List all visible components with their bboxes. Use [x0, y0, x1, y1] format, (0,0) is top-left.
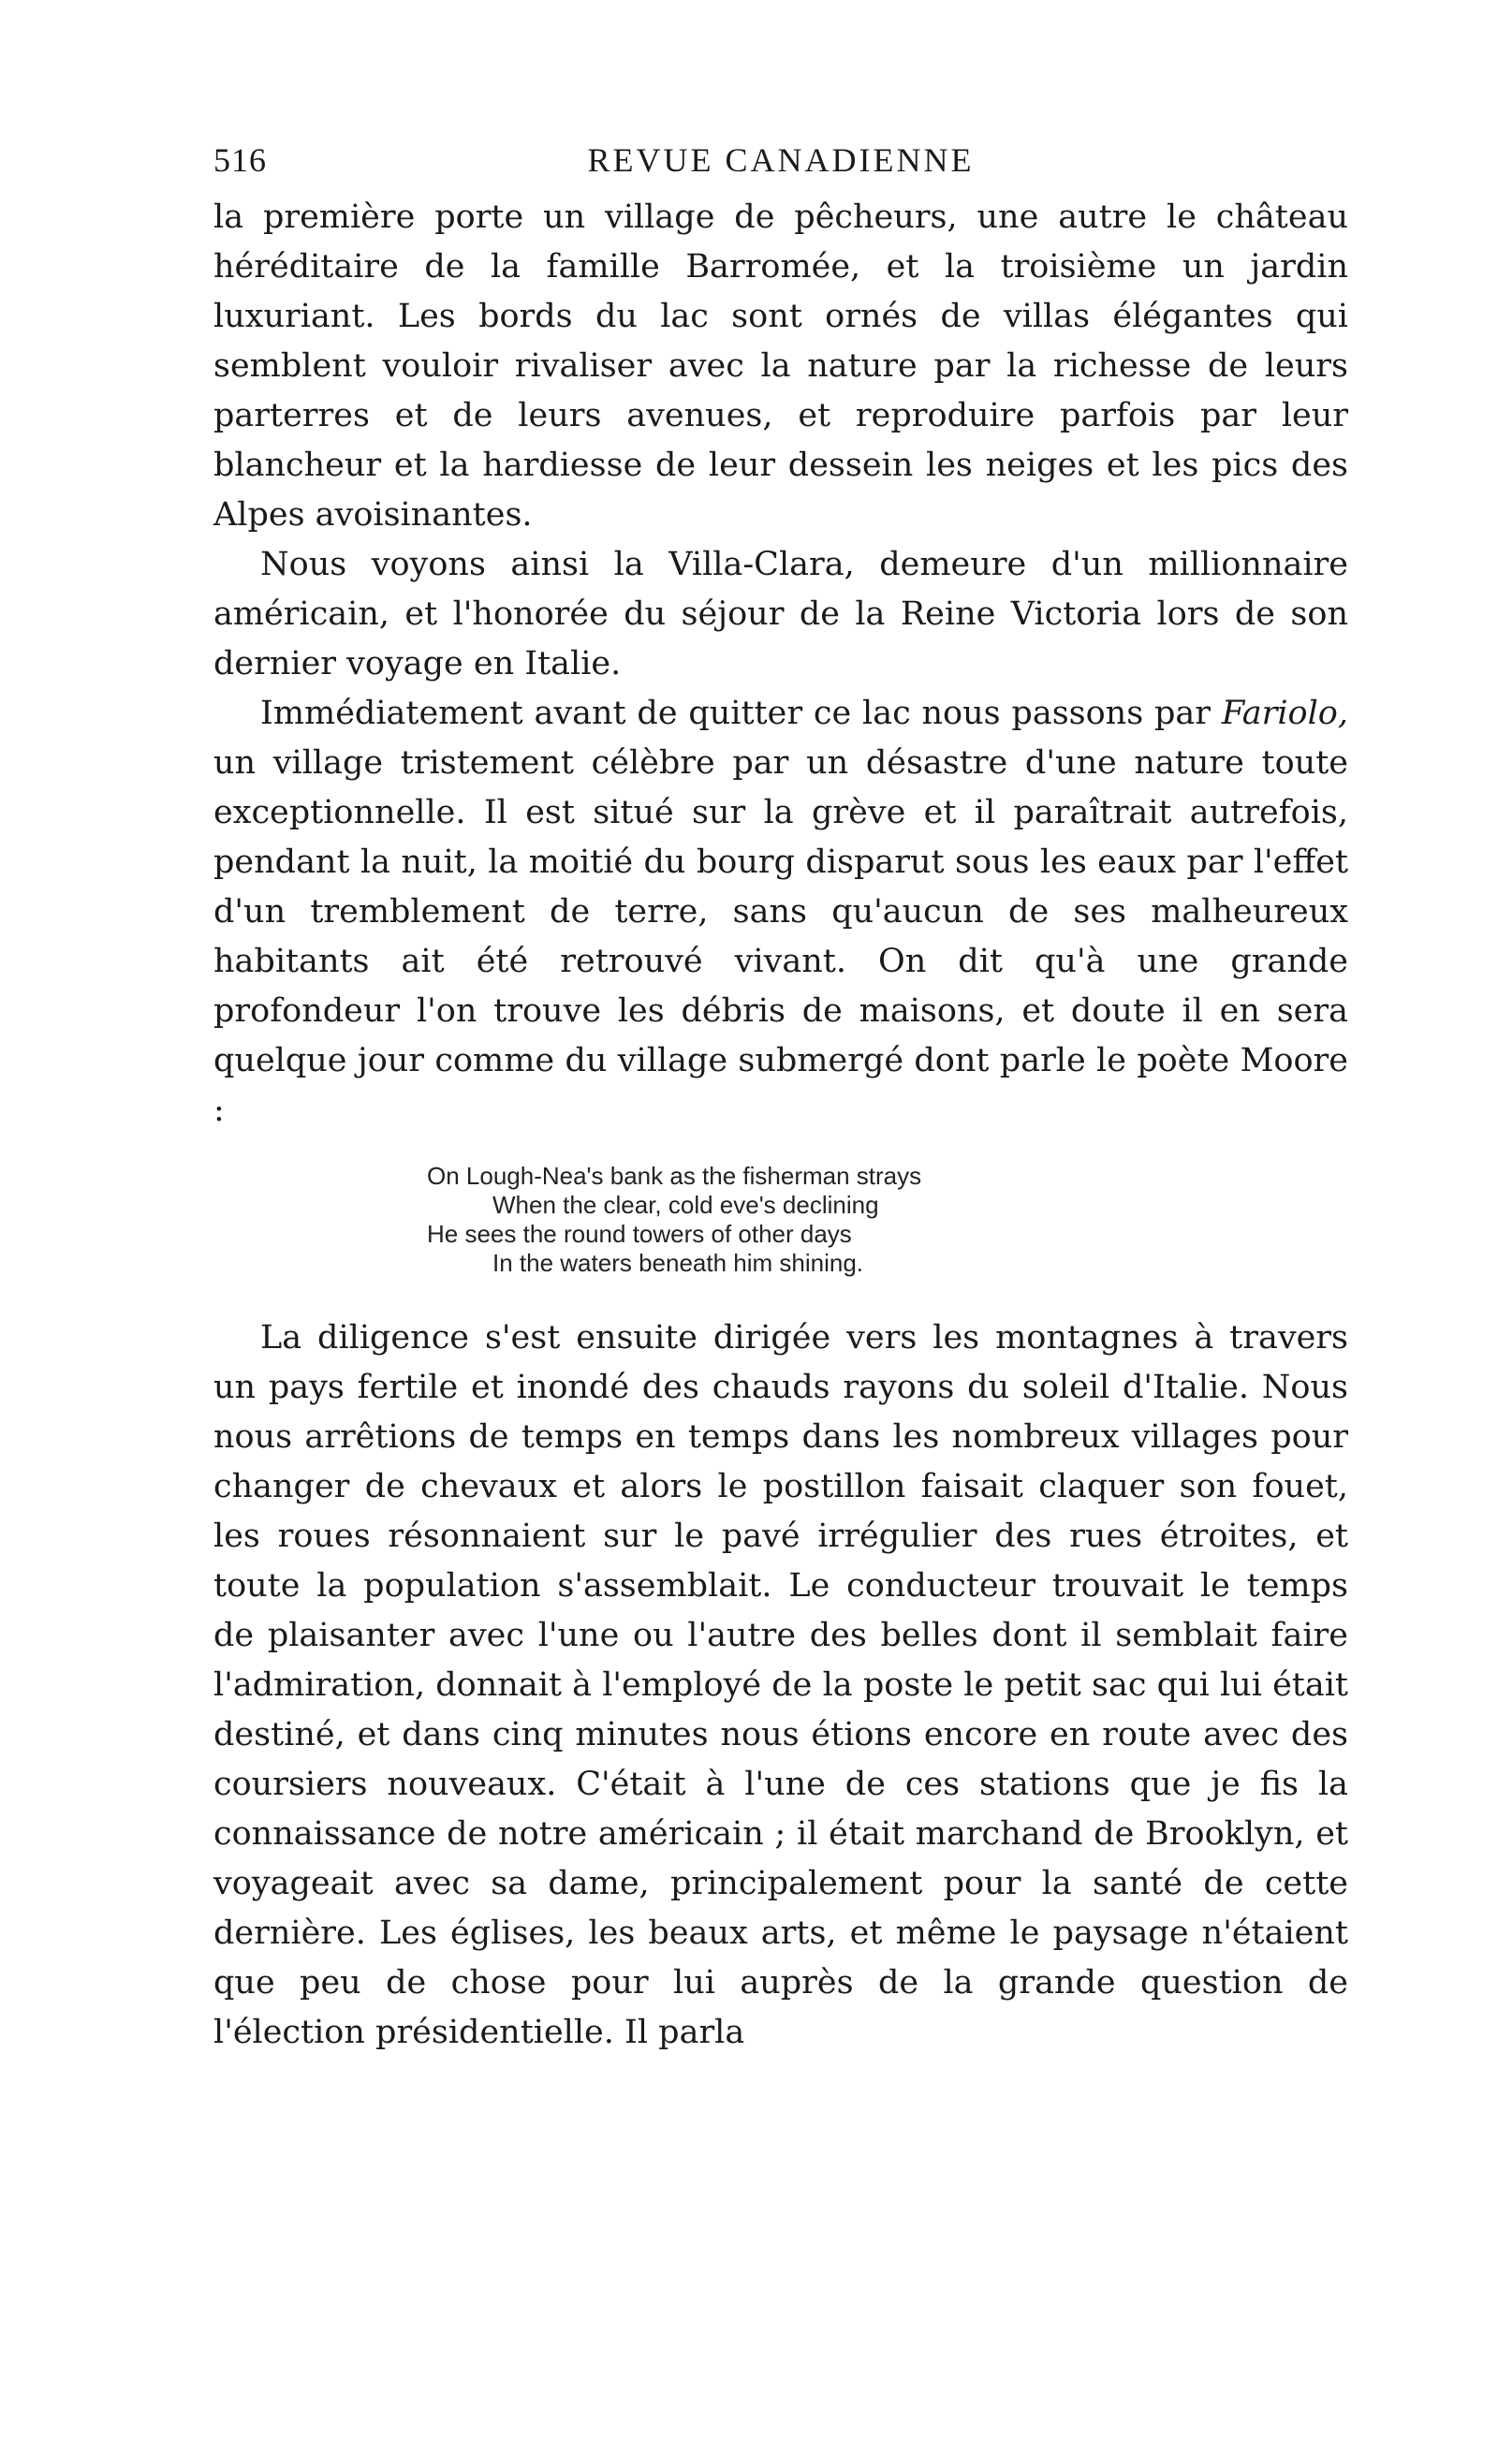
journal-title: REVUE CANADIENNE [587, 141, 975, 179]
paragraph-2: Nous voyons ainsi la Villa-Clara, demeure d'un millionnaire américain, et l'honorée du séjour de la Reine Victoria lors de son dernier voyage en Italie. [213, 546, 1348, 682]
paragraph-3-end: un village tristement célèbre par un désastre d'une nature toute exceptionnelle. Il est situé sur la grève et il paraîtrait autrefois, pendant la nuit, la moitié du bourg disparut sous les eaux par l'effet d'un tremblement de terre, sans qu'aucun de ses malheureux habitants ait été retrouvé vivant. On dit qu'à une grande profondeur l'on trouve les débris de maisons, et doute il en sera quelque jour comme du village submergé dont parle le poète Moore : [213, 744, 1348, 1129]
paragraph-3-start: Immédiatement avant de quitter ce lac nous passons par [260, 695, 1222, 732]
verse-line-3: He sees the round towers of other days [427, 1220, 852, 1248]
body-text [213, 193, 1348, 2058]
paragraph-1: la première porte un village de pêcheurs, une autre le château héréditaire de la famille Barromée, et la troisième un jardin luxuriant. Les bords du lac sont ornés de villas élégantes qui semblent vouloir rivaliser avec la nature par la richesse de leurs parterres et de leurs avenues, et reproduire parfois par leur blancheur et la hardiesse de leur dessein les neiges et les pics des Alpes avoisinantes. [213, 198, 1348, 534]
running-head [213, 140, 1348, 193]
book-page [213, 140, 1348, 2058]
verse-quotation [427, 1162, 1348, 1278]
verse-line-4: In the waters beneath him shining. [492, 1249, 864, 1277]
verse-line-2: When the clear, cold eve's declining [492, 1191, 879, 1219]
page-number: 516 [213, 141, 267, 179]
verse-line-1: On Lough-Nea's bank as the fisherman strays [427, 1162, 922, 1190]
paragraph-3 [213, 689, 1348, 1136]
paragraph-4: La diligence s'est ensuite dirigée vers les montagnes à travers un pays fertile et inondé des chauds rayons du soleil d'Italie. Nous nous arrêtions de temps en temps dans les nombreux villages pour changer de chevaux et alors le postillon faisait claquer son fouet, les roues résonnaient sur le pavé irrégulier des rues étroites, et toute la population s'assemblait. Le conducteur trouvait le temps de plaisanter avec l'une ou l'autre des belles dont il semblait faire l'admiration, donnait à l'employé de la poste le petit sac qui lui était destiné, et dans cinq minutes nous étions encore en route avec des coursiers nouveaux. C'était à l'une de ces stations que je fis la connaissance de notre américain ; il était marchand de Brooklyn, et voyageait avec sa dame, principalement pour la santé de cette dernière. Les églises, les beaux arts, et même le paysage n'étaient que peu de chose pour lui auprès de la grande question de l'élection présidentielle. Il parla [213, 1319, 1348, 2051]
place-name-fariolo: Fariolo, [1221, 695, 1348, 732]
